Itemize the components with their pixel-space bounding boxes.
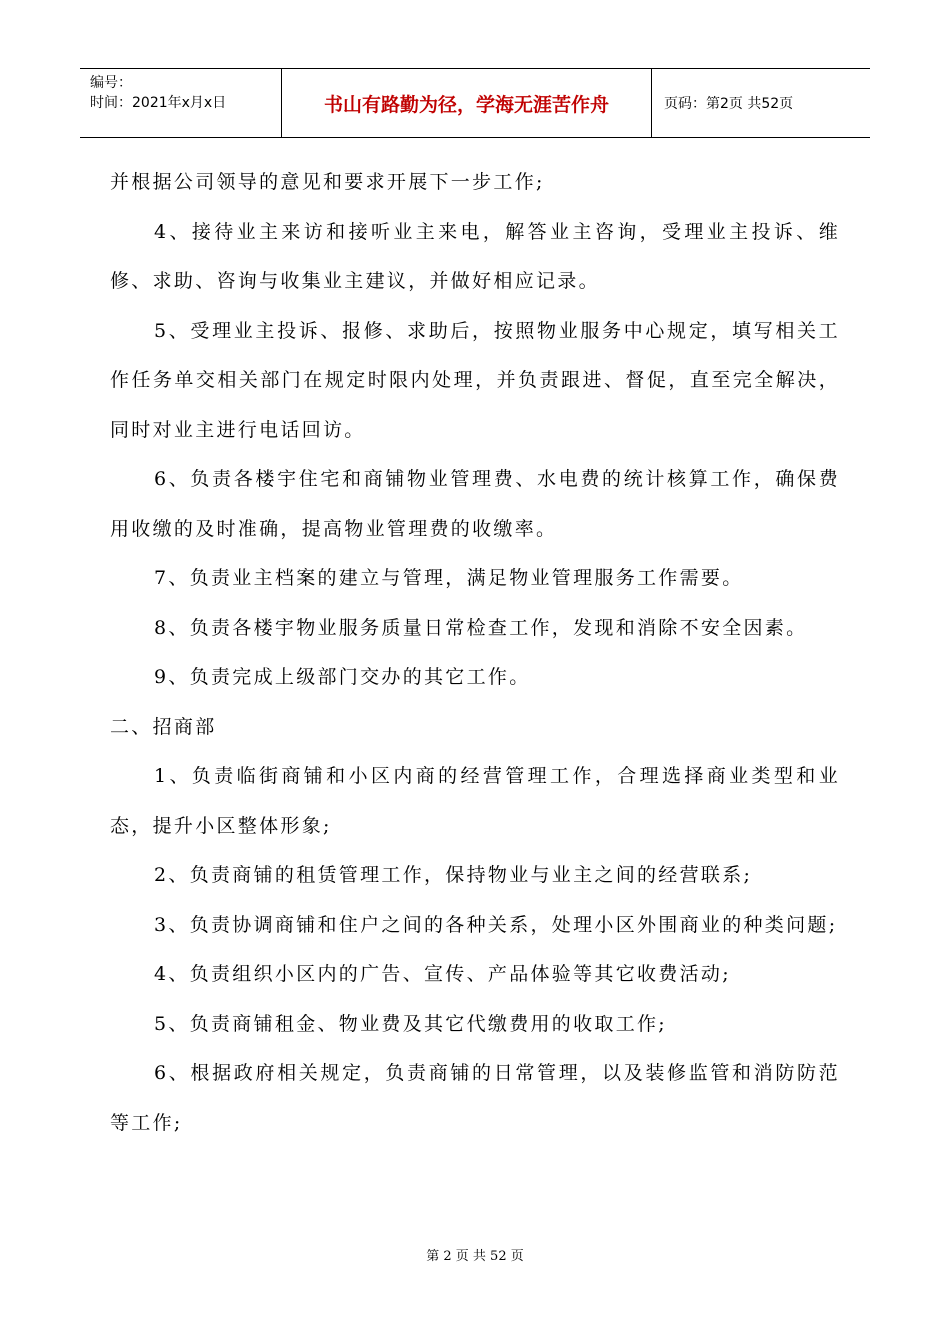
header-meta bbox=[80, 69, 282, 137]
paragraph: 8、负责各楼宇物业服务质量日常检查工作，发现和消除不安全因素。 bbox=[154, 616, 808, 639]
paragraph: 6、根据政府相关规定，负责商铺的日常管理，以及装修监管和消防防范等工作; bbox=[110, 1062, 840, 1134]
paragraph: 5、受理业主投诉、报修、求助后，按照物业服务中心规定，填写相关工作任务单交相关部门在规定时限内处理，并负责跟进、督促，直至完全解决，同时对业主进行电话回访。 bbox=[110, 319, 840, 441]
document-body bbox=[110, 158, 840, 1148]
paragraph: 4、负责组织小区内的广告、宣传、产品体验等其它收费活动; bbox=[154, 963, 731, 985]
paragraph: 4、接待业主来访和接听业主来电，解答业主咨询，受理业主投诉、维修、求助、咨询与收集业主建议，并做好相应记录。 bbox=[110, 220, 840, 292]
paragraph: 3、负责协调商铺和住户之间的各种关系，处理小区外围商业的种类问题; bbox=[154, 913, 838, 936]
paragraph: 6、负责各楼宇住宅和商铺物业管理费、水电费的统计核算工作，确保费用收缴的及时准确，提高物业管理费的收缴率。 bbox=[110, 468, 840, 540]
document-date: 时间：2021年x月x日 bbox=[90, 95, 227, 111]
header-page-info: 页码：第2页 共52页 bbox=[664, 96, 794, 112]
paragraph: 7、负责业主档案的建立与管理，满足物业管理服务工作需要。 bbox=[154, 567, 744, 589]
paragraph: 1、负责临街商铺和小区内商的经营管理工作，合理选择商业类型和业态，提升小区整体形象; bbox=[110, 765, 840, 837]
paragraph: 2、负责商铺的租赁管理工作，保持物业与业主之间的经营联系; bbox=[154, 864, 753, 886]
paragraph: 并根据公司领导的意见和要求开展下一步工作; bbox=[110, 171, 545, 193]
document-number: 编号： bbox=[90, 75, 132, 91]
document-header bbox=[80, 68, 870, 138]
paragraph: 9、负责完成上级部门交办的其它工作。 bbox=[154, 666, 531, 688]
header-motto: 书山有路勤为径，学海无涯苦作舟 bbox=[282, 69, 652, 137]
section-heading: 二、招商部 bbox=[110, 715, 217, 738]
page-footer: 第 2 页 共 52 页 bbox=[426, 1249, 524, 1264]
paragraph: 5、负责商铺租金、物业费及其它代缴费用的收取工作; bbox=[154, 1012, 667, 1035]
